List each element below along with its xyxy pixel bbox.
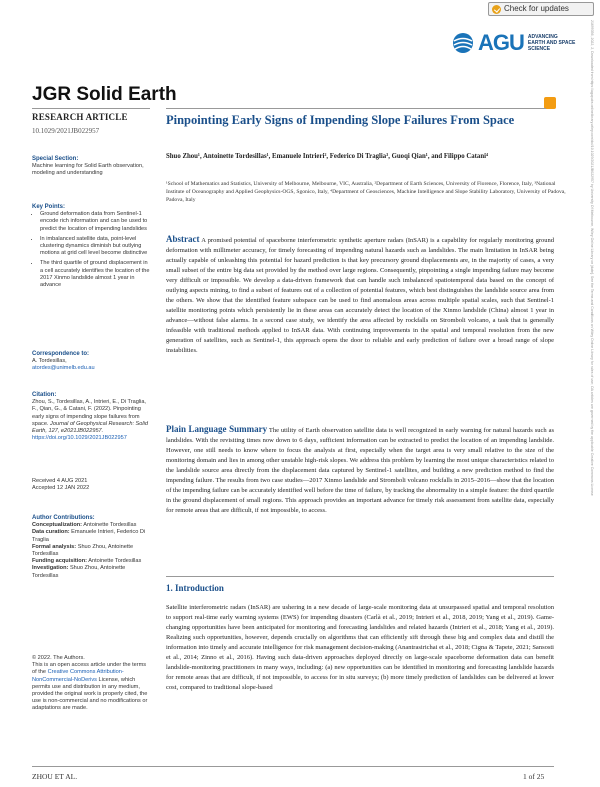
abstract-head: Abstract (166, 234, 200, 244)
article-title: Pinpointing Early Signs of Impending Slope Failures From Space (166, 113, 515, 127)
copyright-notice: © 2022. The Authors. This is an open access article under the terms of the Creative Commons Attribution-NonCommercial-NoDerivs License, which permits use and distribution in any medium, provided the original work is properly cited, the use is non-commercial and no modifications or adaptations are made. (32, 655, 150, 713)
key-point: • In imbalanced satellite data, point-level clustering dynamics diminish but outlying motions at grid cell level become distinctive (40, 236, 150, 258)
citation-journal: Journal of Geophysical Research: Solid Earth, 127, e2021JB022957. (32, 420, 148, 435)
plain-language-summary (166, 424, 554, 516)
agu-globe-icon (452, 32, 474, 54)
dates (32, 478, 150, 492)
special-section (32, 156, 150, 178)
special-section-head: Special Section: (32, 156, 79, 162)
agu-tagline: ADVANCING EARTH AND SPACE SCIENCE (527, 34, 576, 52)
page-number: 1 of 25 (523, 772, 545, 781)
header-divider-main (166, 108, 546, 109)
introduction-text: Satellite interferometric radars (InSAR) are ushering in a new decade of large-scale monitoring data at unsurpassed spatial and temporal resolution to support real-time early warning systems (EWS) for impending disasters (Carlà et al., 2019; Intrieri et al., 2018, 2019; Yang et al., 2019). Game-changing opportunities have been anticipated for monitoring and forecasting landslides and related hazards (Intrieri et al., 2018; Yang et al., 2019). Realizing such opportunities, however, depends crucially on algorithms that can efficiently sift through these big and complex data and distill the information into timely and accurate intelligence for risk management decision-making (Anantrasirichai et al., 2018; Cigna & Tapete, 2021; Sansosti et al., 2014; Zinno et al., 2016). Having such data-driven approaches deployed directly on large-scale spaceborne deformation data can benefit landslide-monitoring practitioners in many ways, including: (a) new opportunities can be identified in monitoring and forecasting landslide hazards for remote areas that are difficult, if not impossible, to access for in situ surveys; (b) more timely prediction of landslides can be delivered at lower cost, compared to traditional slope-based (166, 604, 554, 691)
article-doi: 10.1029/2021JB022957 (32, 127, 100, 135)
contribution-item: Funding acquisition: Antoinette Tordesillas (32, 558, 142, 565)
journal-title: JGR Solid Earth (32, 84, 177, 105)
correspondence-name: A. Tordesillas, (32, 358, 67, 365)
author-contributions (32, 515, 150, 580)
correspondence-email-link[interactable]: atordes@unimelb.edu.au (32, 365, 95, 372)
citation-text: Zhou, S., Tordesillas, A., Intrieri, E., Di Traglia, F., Qian, G., & Catani, F. (2022). Pinpointing early signs of impending slope failures from space. (32, 399, 146, 427)
citation-head: Citation: (32, 392, 57, 398)
special-section-text: Machine learning for Solid Earth observation, modeling and understanding (32, 163, 144, 177)
check-updates-label: Check for updates (504, 4, 569, 13)
abstract (166, 234, 554, 356)
received-date: Received 4 AUG 2021 (32, 478, 88, 484)
affiliations: ¹School of Mathematics and Statistics, University of Melbourne, Melbourne, VIC, Australia, ²Department of Earth Sciences, University of Florence, Florence, Italy, ³National Institute of Oceanography and Applied Geophysics-OGS, Sgonico, Italy, ⁴Department of Geosciences, Machine Intelligence and Slope Stability Laboratory, University of Padova, Padova, Italy (166, 181, 566, 203)
copyright-line: © 2022. The Authors. (32, 655, 85, 661)
key-point: • The third quartile of ground displacement in a cell accurately identifies the location of the 2017 Xinmo landslide almost 1 year in advance (40, 260, 150, 289)
correspondence-head: Correspondence to: (32, 351, 90, 357)
download-margin-note: 21699356, 2022, 2, Downloaded from https://agupubs.onlinelibrary.wiley.com/doi/10.1029/2021JB022957 by University Of Melbourne, Wiley Online Library on [date]. See the Terms and Conditions on Wiley Online Library for rules of use; OA articles are governed by the applicable Creative Commons License (590, 20, 594, 496)
agu-name: AGU (478, 30, 524, 55)
key-point: • Ground deformation data from Sentinel-1 encode rich information and can be used to predict the location of impending landslides (40, 211, 150, 233)
introduction-heading: 1. Introduction (166, 583, 224, 593)
contribution-item: Conceptualization: Antoinette Tordesillas (32, 522, 137, 529)
footer-divider (32, 766, 554, 767)
header-divider (32, 108, 150, 109)
agu-logo (452, 30, 576, 56)
section-divider (166, 576, 554, 577)
author-list: Shuo Zhou¹, Antoinette Tordesillas¹, Emanuele Intrieri², Federico Di Traglia³, Guoqi Qian¹, and Filippo Catani⁴ (166, 153, 489, 160)
key-points-head: Key Points: (32, 204, 66, 210)
check-for-updates-button[interactable] (488, 2, 594, 16)
citation-doi-link[interactable]: https://doi.org/10.1029/2021JB022957 (32, 435, 127, 442)
footer-authors: ZHOU ET AL. (32, 772, 78, 781)
key-points (32, 204, 150, 292)
contrib-head: Author Contributions: (32, 515, 95, 521)
contribution-item: Data curation: Emanuele Intrieri, Federico Di Traglia (32, 529, 146, 543)
pls-head: Plain Language Summary (166, 424, 268, 434)
accepted-date: Accepted 12 JAN 2022 (32, 485, 90, 492)
contribution-item: Investigation: Shuo Zhou, Antoinette Tordesillas (32, 565, 126, 579)
license-link[interactable]: Creative Commons Attribution-NonCommercial-NoDerivs (32, 669, 124, 683)
pls-text: The utility of Earth observation satellite data is well recognized in early warning for natural hazards such as landslides. With the revisiting times now down to 6 days, sufficient information can be extracted to predict the location of an impending landslide. However, one still needs to know where to focus the analysis at first, especially when the target area is very small relative to the size of the monitoring domain and lies in among other unstable high-risk slopes. We address this problem by learning the most unique characteristics related to the landslide source area directly from the displacement data captured by Sentinel-1 satellites, and building a new prediction method to find the impending failure. The results from two case studies—2017 Xinmo landslide and Stromboli volcano rockfalls in 2015–2016—show that the location of the impending failure can be accurately identified well before the time of failure, by tracking the abnormality in a simple feature: the third quartile in the ground displacement of small regions. This approach provides an important advance for timely risk assessment from satellite data, especially for remote areas that are difficult, if not impossible, to access. (166, 427, 554, 514)
citation (32, 392, 150, 442)
correspondence (32, 351, 150, 373)
contribution-item: Formal analysis: Shuo Zhou, Antoinette Tordesillas (32, 543, 134, 558)
article-type: RESEARCH ARTICLE (32, 112, 128, 122)
check-icon (492, 5, 501, 14)
abstract-text: A promised potential of spaceborne interferometric synthetic aperture radars (InSAR) is a capability for regularly monitoring ground deformation with millimeter accuracy, for timely forecasting of impending natural hazards such as landslides. The main limitation in InSAR being actually capable of unleashing this potential for hazard prediction is that key precursory ground displacements are, in the majority of cases, a very small subset of the entire big data set provided by the method over large regions. Consequently, pinpointing a single impending failure may become very difficult or impossible. We develop a data-driven framework that can handle such imbalanced spatiotemporal data based on the concept of outlying aspects mining, to find a subset of features out of a collection of potential features, which best distinguishes the landslide source area from the others. We show that the identified feature subspace can be used to find anomalous areas across multiple spatial scales, such that Sentinel-1 satellite monitoring points which persistently lie in these areas can accurately detect the location of the Xinmo landslide (China) almost 1 year in advance—without false alarms. In a second case study, we identify the area affected by rockfalls on Stromboli volcano, a task that is generally infeasible with traditional methods applied to InSAR data. With continuing improvements in the spatial and temporal resolution from the new generation of satellites, such as Sentinel-1, this approach opens the door to reliable and early prediction of failure over a broad range of slope instabilities. (166, 237, 554, 354)
